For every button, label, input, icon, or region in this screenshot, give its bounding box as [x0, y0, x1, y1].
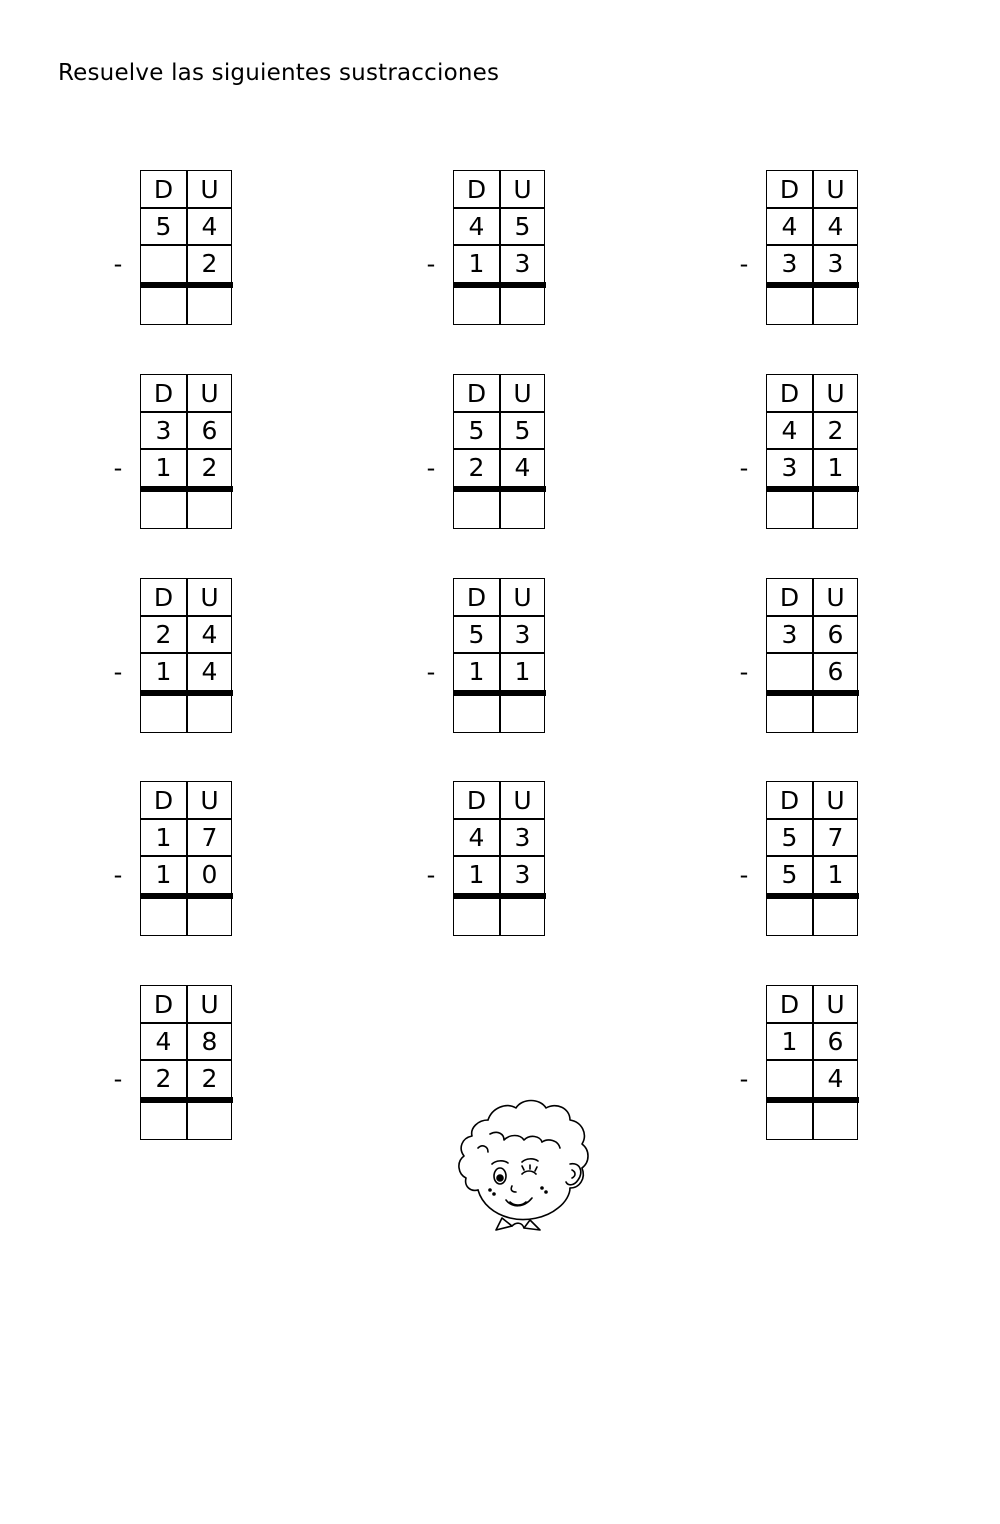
minuend-units: 6 [827, 620, 844, 649]
minuend-units: 4 [827, 212, 844, 241]
subtraction-problem-2 [421, 170, 621, 330]
minuend-tens: 3 [781, 620, 798, 649]
minuend-units: 7 [827, 823, 844, 852]
subtrahend-tens: 2 [155, 1064, 172, 1093]
subtrahend-tens: 1 [155, 453, 172, 482]
result-line [766, 486, 859, 492]
subtrahend-units: 4 [201, 657, 218, 686]
place-value-grid [140, 374, 232, 529]
result-line [453, 282, 546, 288]
minuend-tens: 4 [781, 212, 798, 241]
subtrahend-units: 3 [514, 860, 531, 889]
subtrahend-units: 4 [514, 453, 531, 482]
header-tens: D [466, 786, 487, 815]
header-units: U [200, 990, 219, 1019]
subtrahend-units: 3 [514, 249, 531, 278]
minuend-units: 5 [514, 212, 531, 241]
subtrahend-units: 1 [827, 860, 844, 889]
minuend-tens: 2 [155, 620, 172, 649]
subtrahend-units: 3 [827, 249, 844, 278]
header-tens: D [466, 175, 487, 204]
subtrahend-units: 4 [827, 1064, 844, 1093]
subtrahend-tens: 1 [468, 860, 485, 889]
result-line [140, 1097, 233, 1103]
minus-sign: - [113, 861, 123, 889]
minuend-units: 8 [201, 1027, 218, 1056]
subtraction-problem-6 [734, 374, 934, 534]
header-units: U [826, 583, 845, 612]
header-tens: D [779, 990, 800, 1019]
subtrahend-tens: 1 [468, 657, 485, 686]
header-tens: D [779, 786, 800, 815]
subtrahend-tens: 2 [468, 453, 485, 482]
subtraction-problem-1 [108, 170, 308, 330]
header-tens: D [153, 175, 174, 204]
result-line [140, 282, 233, 288]
minus-sign: - [739, 861, 749, 889]
subtrahend-units: 2 [201, 249, 218, 278]
place-value-grid [140, 170, 232, 325]
header-units: U [826, 379, 845, 408]
result-line [140, 893, 233, 899]
minuend-units: 5 [514, 416, 531, 445]
place-value-grid [140, 578, 232, 733]
winking-boy-face-icon [448, 1090, 598, 1235]
subtraction-problem-10 [108, 781, 308, 941]
subtrahend-units: 6 [827, 657, 844, 686]
minuend-tens: 5 [781, 823, 798, 852]
subtrahend-tens [767, 1060, 812, 1097]
header-tens: D [153, 786, 174, 815]
header-units: U [200, 175, 219, 204]
result-line [140, 690, 233, 696]
header-units: U [513, 583, 532, 612]
header-units: U [826, 786, 845, 815]
subtrahend-tens: 1 [468, 249, 485, 278]
minuend-tens: 1 [781, 1027, 798, 1056]
minuend-units: 2 [827, 416, 844, 445]
place-value-grid [766, 985, 858, 1140]
minus-sign: - [426, 861, 436, 889]
minus-sign: - [113, 250, 123, 278]
minus-sign: - [739, 658, 749, 686]
minus-sign: - [113, 1065, 123, 1093]
place-value-grid [140, 985, 232, 1140]
result-line [453, 893, 546, 899]
place-value-grid [766, 578, 858, 733]
minuend-units: 3 [514, 823, 531, 852]
subtraction-problem-4 [108, 374, 308, 534]
place-value-grid [453, 781, 545, 936]
minus-sign: - [739, 454, 749, 482]
minus-sign: - [426, 454, 436, 482]
subtrahend-units: 0 [201, 860, 218, 889]
instruction-text: Resuelve las siguientes sustracciones [58, 60, 500, 86]
header-units: U [513, 175, 532, 204]
header-tens: D [779, 379, 800, 408]
minuend-units: 6 [201, 416, 218, 445]
subtrahend-units: 1 [514, 657, 531, 686]
subtrahend-units: 1 [827, 453, 844, 482]
subtrahend-tens: 1 [155, 860, 172, 889]
subtrahend-tens: 5 [781, 860, 798, 889]
minuend-tens: 4 [468, 823, 485, 852]
header-units: U [513, 786, 532, 815]
subtrahend-tens: 3 [781, 249, 798, 278]
minus-sign: - [113, 454, 123, 482]
place-value-grid [766, 374, 858, 529]
minus-sign: - [426, 250, 436, 278]
subtrahend-tens [767, 653, 812, 690]
minuend-units: 4 [201, 212, 218, 241]
subtraction-problem-3 [734, 170, 934, 330]
minus-sign: - [739, 250, 749, 278]
subtraction-problem-7 [108, 578, 308, 738]
minuend-units: 7 [201, 823, 218, 852]
header-tens: D [779, 583, 800, 612]
subtraction-problem-13 [108, 985, 308, 1145]
minuend-tens: 1 [155, 823, 172, 852]
place-value-grid [453, 170, 545, 325]
subtraction-problem-11 [421, 781, 621, 941]
subtrahend-tens [141, 245, 186, 282]
subtraction-problem-8 [421, 578, 621, 738]
minus-sign: - [426, 658, 436, 686]
header-units: U [826, 990, 845, 1019]
minuend-tens: 5 [468, 416, 485, 445]
minuend-tens: 5 [468, 620, 485, 649]
place-value-grid [453, 374, 545, 529]
header-units: U [513, 379, 532, 408]
result-line [766, 690, 859, 696]
result-line [766, 893, 859, 899]
subtrahend-tens: 3 [781, 453, 798, 482]
header-tens: D [779, 175, 800, 204]
minuend-units: 4 [201, 620, 218, 649]
subtraction-problem-9 [734, 578, 934, 738]
minuend-tens: 4 [155, 1027, 172, 1056]
subtraction-problem-12 [734, 781, 934, 941]
place-value-grid [140, 781, 232, 936]
minus-sign: - [739, 1065, 749, 1093]
header-tens: D [466, 379, 487, 408]
minuend-units: 6 [827, 1027, 844, 1056]
header-tens: D [466, 583, 487, 612]
subtrahend-units: 2 [201, 453, 218, 482]
subtraction-problem-14 [734, 985, 934, 1145]
result-line [453, 486, 546, 492]
minuend-tens: 4 [468, 212, 485, 241]
result-line [140, 486, 233, 492]
place-value-grid [453, 578, 545, 733]
minus-sign: - [113, 658, 123, 686]
place-value-grid [766, 781, 858, 936]
subtrahend-units: 2 [201, 1064, 218, 1093]
minuend-tens: 5 [155, 212, 172, 241]
minuend-tens: 4 [781, 416, 798, 445]
header-tens: D [153, 379, 174, 408]
header-tens: D [153, 990, 174, 1019]
header-units: U [826, 175, 845, 204]
result-line [766, 1097, 859, 1103]
header-tens: D [153, 583, 174, 612]
minuend-tens: 3 [155, 416, 172, 445]
result-line [453, 690, 546, 696]
header-units: U [200, 583, 219, 612]
subtrahend-tens: 1 [155, 657, 172, 686]
minuend-units: 3 [514, 620, 531, 649]
result-line [766, 282, 859, 288]
header-units: U [200, 786, 219, 815]
subtraction-problem-5 [421, 374, 621, 534]
header-units: U [200, 379, 219, 408]
place-value-grid [766, 170, 858, 325]
